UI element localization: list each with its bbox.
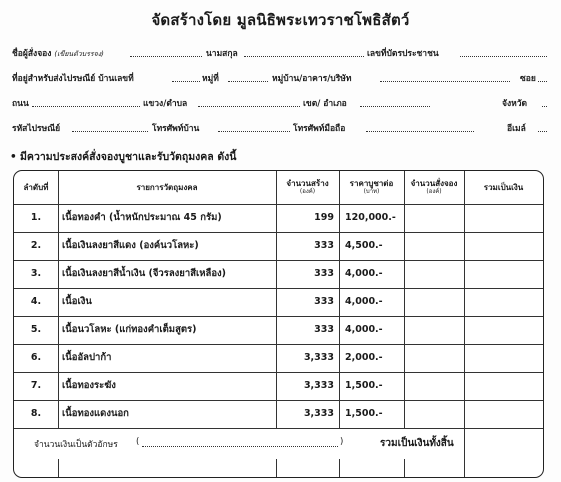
row-no: 3. <box>30 268 42 279</box>
row-item: เนื้อทองระฆัง <box>62 380 116 391</box>
row-qty: 199 <box>314 212 334 223</box>
form-row-area <box>12 96 547 112</box>
grand-total-label: รวมเป็นเงินทั้งสิ้น <box>380 438 454 449</box>
row-price: 4,000.- <box>345 296 383 307</box>
name-label: ชื่อผู้สั่งจอง (เขียนตัวบรรจง) <box>12 49 104 59</box>
row-item: เนื้อเงินลงยาสีน้ำเงิน (จีวรลงยาสีเหลือง) <box>62 268 227 279</box>
row-qty: 3,333 <box>303 352 334 363</box>
header-ordered: จำนวนสั่งจอง (องค์) <box>410 179 458 195</box>
row-no: 1. <box>30 212 42 223</box>
row-no: 2. <box>30 240 42 251</box>
road-field[interactable] <box>32 106 140 107</box>
open-paren: ( <box>136 437 140 447</box>
row-item: เนื้ออัลปาก้า <box>62 352 112 363</box>
row-item: เนื้อเงินลงยาสีแดง (องค์นวโลหะ) <box>62 240 199 251</box>
village-label: หมู่บ้าน/อาคาร/บริษัท <box>272 74 352 84</box>
amount-words-label: จำนวนเงินเป็นตัวอักษร <box>34 440 118 450</box>
form-row-name <box>12 46 547 62</box>
mobile-field[interactable] <box>366 131 474 132</box>
house-no-field[interactable] <box>172 81 200 82</box>
row-price: 2,000.- <box>345 352 383 363</box>
id-label: เลขที่บัตรประชาชน <box>367 49 439 59</box>
email-label: อีเมล์ <box>507 124 526 134</box>
form-row-address <box>12 71 547 87</box>
surname-field[interactable] <box>244 56 364 57</box>
header-no: ลำดับที่ <box>23 182 49 192</box>
header-item: รายการวัตถุมงคล <box>136 182 198 192</box>
row-qty: 333 <box>314 240 334 251</box>
row-no: 5. <box>30 324 42 335</box>
row-price: 4,000.- <box>345 268 383 279</box>
row-no: 8. <box>30 408 42 419</box>
district-label: เขต/ อำเภอ <box>303 99 347 109</box>
header-total: รวมเป็นเงิน <box>483 182 524 192</box>
name-hint: (เขียนตัวบรรจง) <box>54 50 104 58</box>
row-item: เนื้อทองแดงนอก <box>62 408 129 419</box>
close-paren: ) <box>340 437 344 447</box>
section-title: • มีความประสงค์สั่งจองบูชาและรับวัตถุมงคล ดังนี้ <box>10 151 237 163</box>
postcode-field[interactable] <box>72 131 148 132</box>
row-price: 4,000.- <box>345 324 383 335</box>
district-field[interactable] <box>360 106 430 107</box>
address-label: ที่อยู่สำหรับส่งไปรษณีย์ บ้านเลขที่ <box>12 74 134 84</box>
row-price: 4,500.- <box>345 240 383 251</box>
form-title: จัดสร้างโดย มูลนิธิพระเทวราชโพธิสัตว์ <box>151 11 410 29</box>
village-field[interactable] <box>380 81 510 82</box>
province-field[interactable] <box>542 106 547 107</box>
row-price: 120,000.- <box>345 212 396 223</box>
subdistrict-label: แขวง/ตำบล <box>143 99 188 109</box>
column-divider <box>464 429 465 459</box>
soi-field[interactable] <box>538 81 547 82</box>
order-table <box>13 170 544 478</box>
row-qty: 3,333 <box>303 380 334 391</box>
bullet-icon: • <box>10 151 17 163</box>
surname-label: นามสกุล <box>206 49 238 59</box>
id-field[interactable] <box>460 56 547 57</box>
row-qty: 333 <box>314 324 334 335</box>
soi-label: ซอย <box>520 74 536 84</box>
row-no: 4. <box>30 296 42 307</box>
row-price: 1,500.- <box>345 380 383 391</box>
row-no: 7. <box>30 380 42 391</box>
moo-field[interactable] <box>228 81 268 82</box>
header-qty-created: จำนวนสร้าง (องค์) <box>286 179 329 195</box>
row-no: 6. <box>30 352 42 363</box>
row-qty: 3,333 <box>303 408 334 419</box>
row-item: เนื้อทองคำ (น้ำหนักประมาณ 45 กรัม) <box>62 212 222 223</box>
row-item: เนื้อนวโลหะ (แก่ทองคำเต็มสูตร) <box>62 324 197 335</box>
moo-label: หมู่ที่ <box>202 74 219 84</box>
amount-words-field[interactable] <box>142 446 338 447</box>
row-price: 1,500.- <box>345 408 383 419</box>
email-field[interactable] <box>538 131 547 132</box>
row-qty: 333 <box>314 296 334 307</box>
header-price: ราคาบูชาต่อ (บาท) <box>349 179 394 195</box>
postcode-label: รหัสไปรษณีย์ <box>12 124 61 134</box>
mobile-label: โทรศัพท์มือถือ <box>293 124 346 134</box>
province-label: จังหวัด <box>502 99 528 109</box>
name-field[interactable] <box>130 56 202 57</box>
home-phone-field[interactable] <box>218 131 290 132</box>
home-phone-label: โทรศัพท์บ้าน <box>152 124 200 134</box>
row-qty: 333 <box>314 268 334 279</box>
subdistrict-field[interactable] <box>198 106 300 107</box>
road-label: ถนน <box>12 99 29 109</box>
table-footer <box>14 429 543 459</box>
row-item: เนื้อเงิน <box>62 296 92 307</box>
form-row-contact <box>12 121 547 137</box>
